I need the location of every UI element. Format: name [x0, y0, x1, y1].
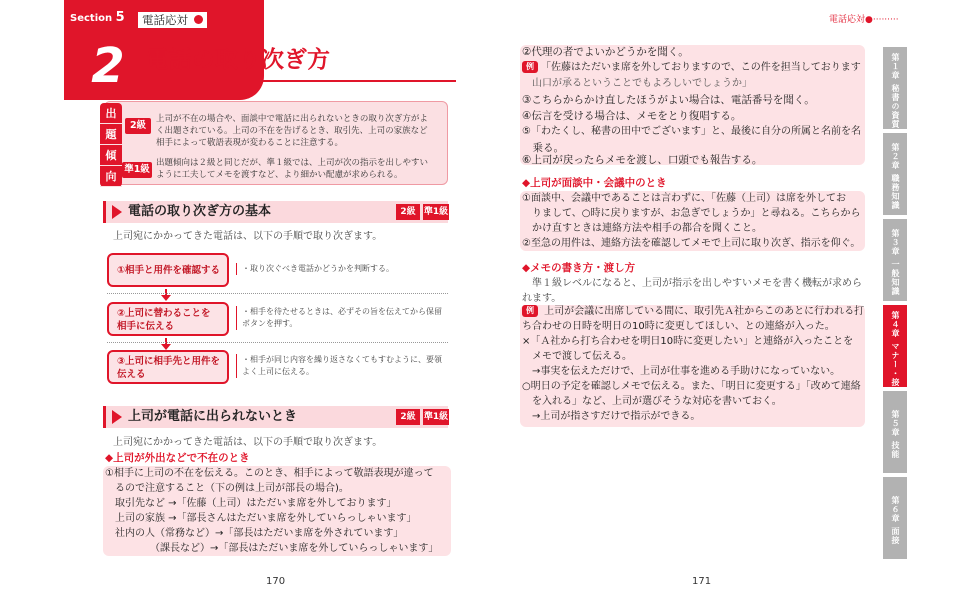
note-line: ⑥上司が戻ったらメモを渡し、口頭でも報告する。	[522, 154, 763, 166]
note-line: ②代理の者でよいかどうかを聞く。	[522, 46, 689, 58]
note-line: ⑤「わたくし、秘書の田中でございます」と、最後に自分の所属と名前を名	[522, 126, 861, 137]
example-badge: 例	[522, 305, 538, 317]
step-3-note	[236, 354, 448, 378]
subheading: ◆メモの書き方・渡し方	[522, 262, 636, 274]
note-line: ×「Ａ社から打ち合わせを明日10時に変更したい」と連絡が入ったことを	[522, 336, 854, 347]
note-line: →上司が指さすだけで指示ができる。	[522, 411, 701, 422]
trend-line: く出題されている。上司の不在を告げるとき、取引先、上司の家族など	[156, 126, 428, 136]
step-label: 相手に伝える	[117, 321, 175, 332]
step-2	[107, 302, 229, 336]
level-badge-jun1kyu: 準1級	[423, 409, 449, 425]
trend-text-jun1kyu	[156, 157, 428, 181]
trend-char: 向	[100, 166, 122, 187]
subheading: ◆上司が面談中・会議中のとき	[522, 177, 667, 189]
level-badge-jun1kyu: 準1級	[122, 162, 152, 178]
note-line: るので注意すること（下の例は上司が部長の場合)。	[105, 483, 349, 494]
arrow-down-icon	[161, 295, 171, 301]
step-label: ③上司に相手先と用件を	[117, 356, 221, 367]
page-number: 171	[692, 576, 712, 587]
section-heading-absent	[103, 406, 448, 428]
step-1-note	[236, 263, 448, 275]
note-line: ①面談中、会議中であることは言わずに、「佐藤（上司）は席を外してお	[522, 193, 846, 204]
section-tag	[64, 10, 134, 26]
trend-text-2kyu	[156, 113, 428, 149]
chapter-tab[interactable]: 第１章 秘書の資質	[883, 47, 907, 129]
step-note-line: ・相手を待たせるときは、必ずその旨を伝えてから保留	[242, 307, 442, 316]
note-line: メモで渡して伝える。	[522, 351, 632, 362]
chapter-tab[interactable]: 第２章 職務知識	[883, 133, 907, 215]
page-title: 電話の取り次ぎ方	[146, 47, 330, 73]
note-line: 上司の家族 →「部長さんはただいま席を外していらっしゃいます」	[105, 513, 417, 524]
note-line: 山口が承るということでもよろしいでしょうか」	[522, 78, 752, 89]
level-badge-2kyu: 2級	[396, 204, 420, 220]
heading-text: 上司が電話に出られないとき	[128, 409, 298, 424]
note-line: りまして、○時に戻りますが、お急ぎでしょうか」と尋ねる。こちらから	[522, 208, 861, 219]
note-line: 取引先など →「佐藤（上司）はただいま席を外しております」	[105, 498, 397, 509]
note-line: ④伝言を受ける場合は、メモをとり復唱する。	[522, 110, 742, 122]
chapter-tab[interactable]: 第３章 一般知識	[883, 219, 907, 301]
note-line: （課長など）→「部長はただいま席を外していらっしゃいます」	[105, 543, 439, 554]
chapter-tab[interactable]: 第５章 技能	[883, 391, 907, 473]
note-line: 例 「佐藤はただいま席を外しておりますので、この件を担当しております	[522, 60, 861, 76]
running-header-text: 電話応対	[829, 15, 866, 25]
chapter-tab-active[interactable]: 第４章 マナー・接遇	[883, 305, 907, 387]
note-line: ③こちらからかけ直したほうがよい場合は、電話番号を聞く。	[522, 94, 815, 106]
step-label: ②上司に替わることを	[117, 308, 211, 319]
step-3	[107, 350, 229, 384]
step-note-line: ・相手が同じ内容を繰り返さなくてもすむように、要領	[242, 355, 442, 364]
intro-line: 準１級レベルになると、上司が指示を出しやすいメモを書く機転が求めら	[522, 278, 862, 289]
step-1	[107, 253, 229, 287]
big-number: 2	[91, 38, 125, 94]
intro-text	[522, 276, 862, 306]
heading-marker-icon	[112, 410, 122, 424]
step-label: 伝える	[117, 369, 146, 380]
chapter-tab[interactable]: 第６章 面接	[883, 477, 907, 559]
section-number: 5	[115, 10, 125, 25]
topic-dot-icon	[194, 15, 203, 24]
level-badge-2kyu: 2級	[125, 118, 151, 134]
intro-text: 上司宛にかかってきた電話は、以下の手順で取り次ぎます。	[113, 437, 383, 448]
page-number: 170	[266, 576, 286, 587]
example-badge: 例	[522, 61, 538, 73]
running-header: 電話応対●·········	[829, 15, 899, 25]
note-line: を入れる」など、上司が選びそうな対応を書いておく。	[522, 396, 782, 407]
topic-text: 電話応対	[142, 13, 188, 27]
note-line: ○明日の予定を確認しメモで伝える。また、「明日に変更する」「改めて連絡	[522, 381, 861, 392]
step-note-line: ・取り次ぐべき電話かどうかを判断する。	[242, 264, 394, 273]
trend-label	[100, 103, 122, 187]
step-note-line: よく上司に伝える。	[242, 367, 314, 376]
trend-line: 相手によって敬語表現が変わることに注意する。	[156, 138, 344, 148]
note-line: かけ直すときは連絡方法や相手の都合を聞くこと。	[522, 223, 762, 234]
step-label: ①相手と用件を確認する	[117, 265, 221, 276]
section-label: Section	[70, 13, 113, 24]
note-line: ②至急の用件は、連絡方法を確認してメモで上司に取り次ぎ、指示を仰ぐ。	[522, 238, 861, 249]
note-line: 例 上司が会議に出席している間に、取引先Ａ社からこのあとに行われる打	[522, 304, 864, 320]
intro-line: れます。	[522, 293, 562, 304]
subheading: ◆上司が外出などで不在のとき	[105, 452, 250, 464]
right-page	[485, 0, 970, 600]
note-line: 乗る。	[522, 142, 564, 154]
level-badge-jun1kyu: 準1級	[423, 204, 449, 220]
topic-label	[138, 12, 207, 28]
title-underline	[146, 80, 456, 82]
note-line: ち合わせの日時を明日の10時に変更してほしい、との連絡が入った。	[522, 321, 835, 332]
step-note-line: ボタンを押す。	[242, 319, 298, 328]
trend-line: 出題傾向は２級と同じだが、準１級では、上司が次の指示を出しやすい	[156, 158, 429, 168]
trend-line: 上司が不在の場合や、面談中で電話に出られないときの取り次ぎ方がよ	[156, 114, 428, 124]
divider	[107, 342, 448, 343]
level-badge-2kyu: 2級	[396, 409, 420, 425]
trend-char: 題	[100, 124, 122, 145]
trend-char: 出	[100, 103, 122, 124]
note-line: →事実を伝えただけで、上司が仕事を進める手助けになっていない。	[522, 366, 841, 377]
trend-char: 傾	[100, 145, 122, 166]
step-2-note	[236, 306, 448, 330]
heading-text: 電話の取り次ぎ方の基本	[128, 204, 272, 219]
note-line: 社内の人（常務など）→「部長はただいま席を外されています」	[105, 528, 404, 539]
trend-line: ように工夫してメモを渡すなど、より細かい配慮が求められる。	[156, 170, 403, 180]
note-line: ①相手に上司の不在を伝える。このとき、相手によって敬語表現が違って	[105, 468, 434, 479]
intro-text: 上司宛にかかってきた電話は、以下の手順で取り次ぎます。	[113, 231, 383, 242]
divider	[107, 293, 448, 294]
section-heading-basics	[103, 201, 448, 223]
heading-marker-icon	[112, 205, 122, 219]
